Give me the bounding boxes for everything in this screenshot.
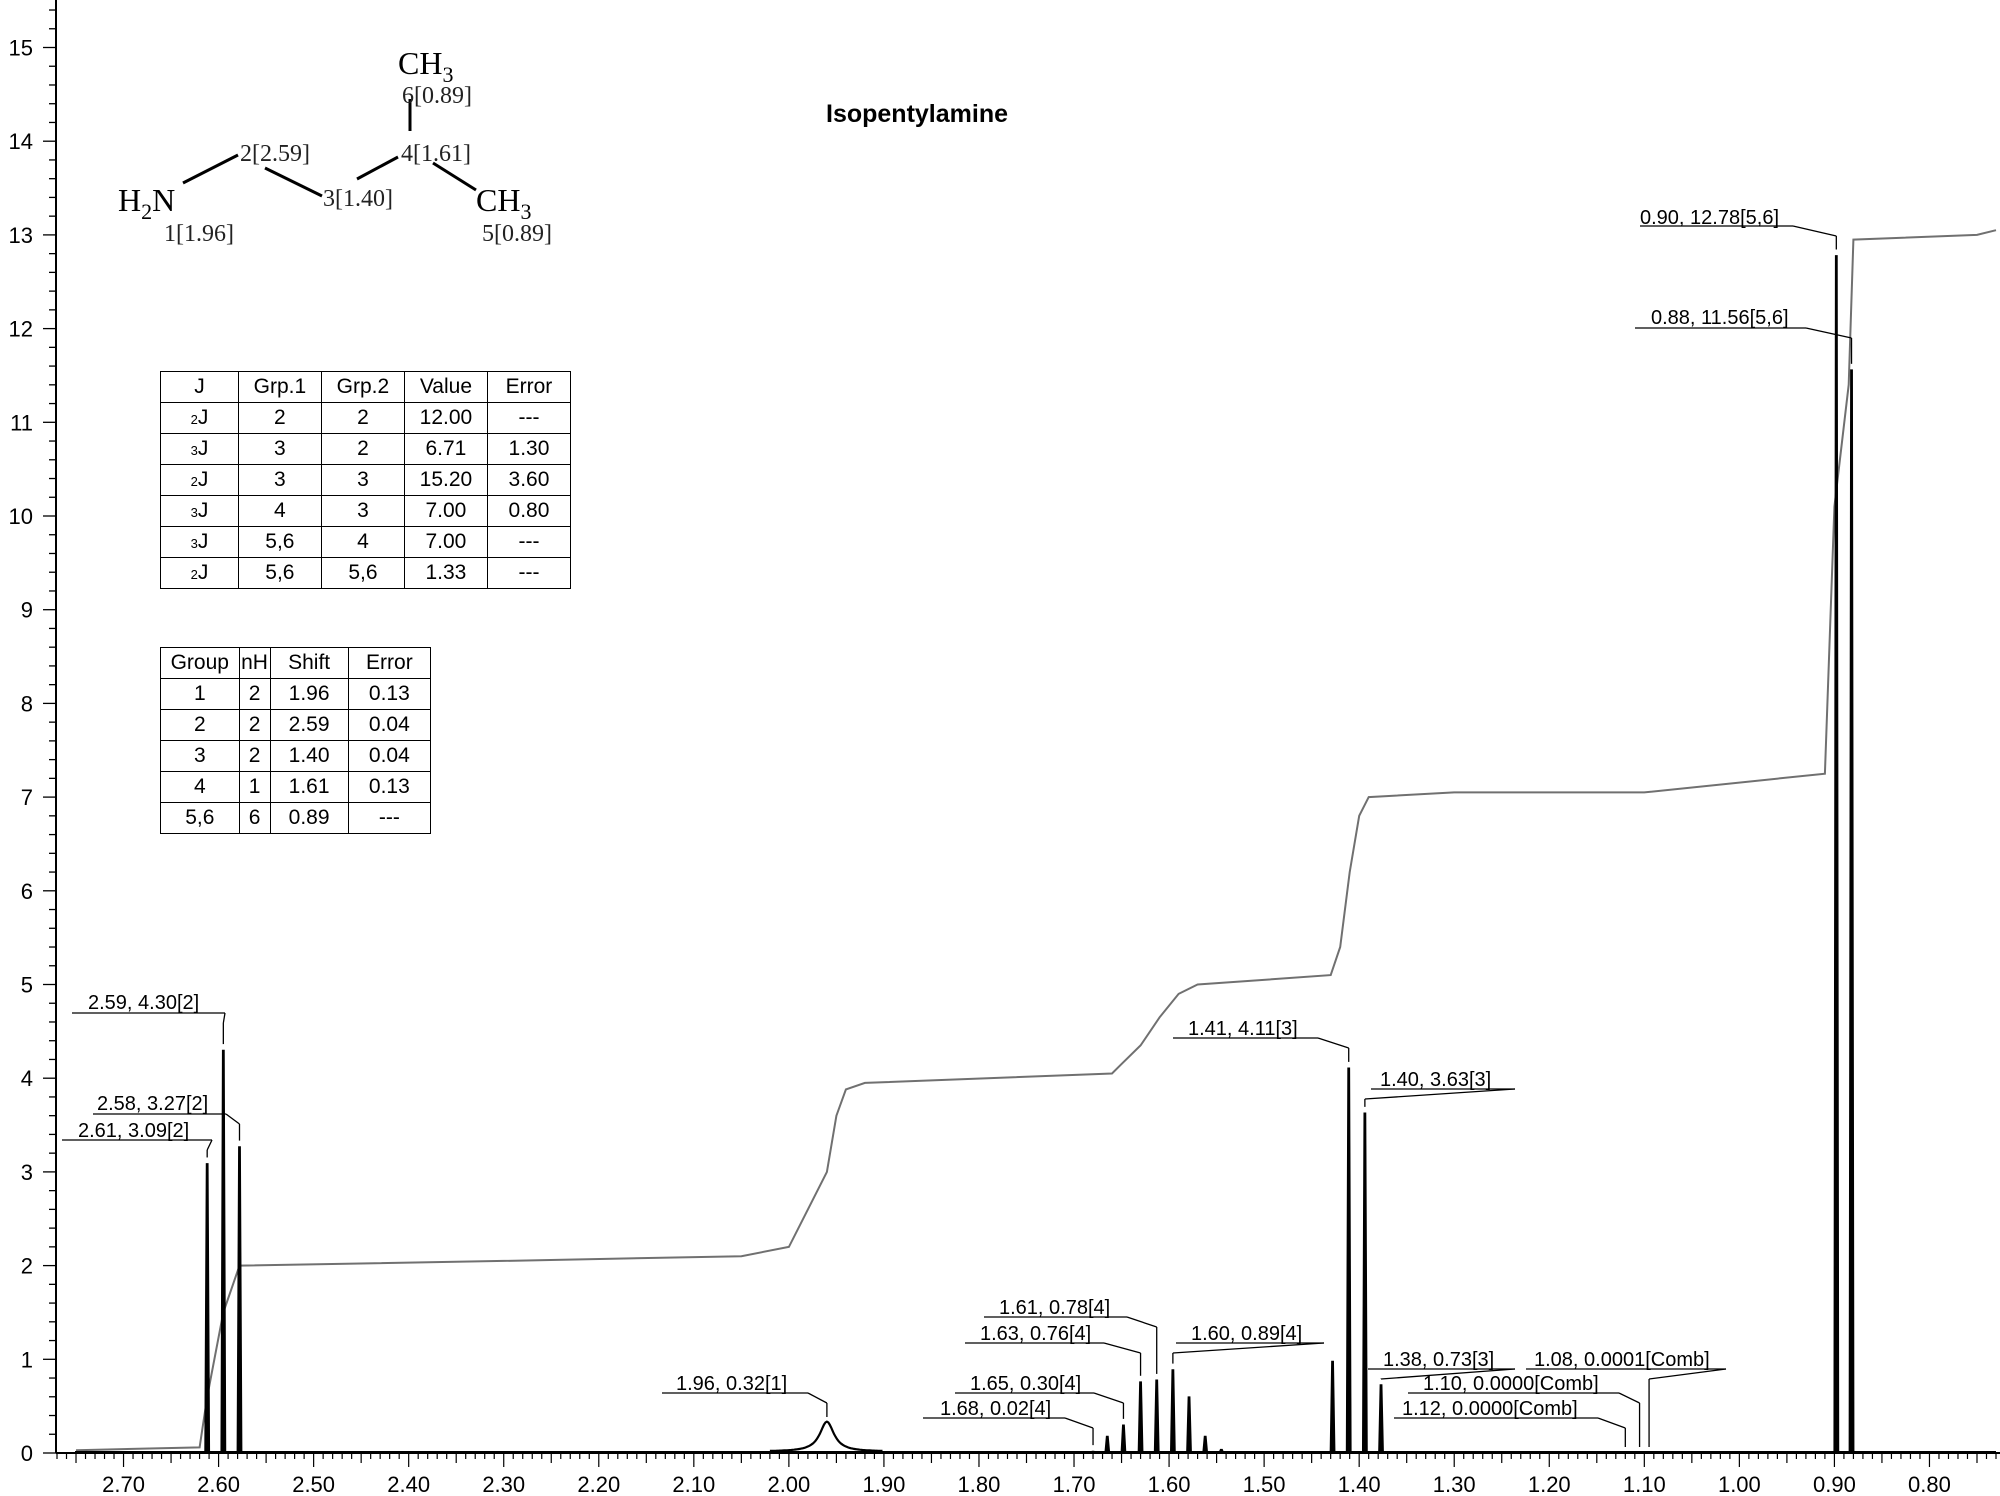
table-row bbox=[161, 434, 571, 465]
table-row bbox=[161, 558, 571, 589]
spectrum-peak bbox=[1346, 1068, 1351, 1453]
x-tick-label: 2.70 bbox=[102, 1472, 145, 1496]
x-tick-label: 2.30 bbox=[482, 1472, 526, 1496]
spectrum-peak bbox=[237, 1147, 242, 1453]
annotation-leader bbox=[1104, 1343, 1141, 1353]
cell: 1 bbox=[239, 772, 270, 803]
annotation-leader bbox=[207, 1140, 212, 1150]
cell: 4 bbox=[161, 772, 240, 803]
annotation-leader bbox=[1318, 1038, 1349, 1048]
cell: 2 bbox=[161, 710, 240, 741]
cell: 6 bbox=[239, 803, 270, 834]
annotation-leader bbox=[226, 1114, 239, 1124]
coupling-table bbox=[160, 371, 571, 589]
table-row bbox=[161, 741, 431, 772]
atom-label-3: 3[1.40] bbox=[323, 186, 393, 212]
j-cell: 3J bbox=[161, 527, 239, 558]
peak-annotation-label: 1.96, 0.32[1] bbox=[676, 1373, 788, 1395]
annotation-leader bbox=[1094, 1393, 1123, 1403]
table-row bbox=[161, 527, 571, 558]
cell: --- bbox=[348, 803, 430, 834]
peak-annotation-label: 0.90, 12.78[5,6] bbox=[1640, 207, 1780, 229]
y-tick-label: 6 bbox=[20, 878, 33, 904]
x-tick-label: 1.60 bbox=[1147, 1472, 1191, 1496]
header-cell: Error bbox=[487, 372, 570, 403]
peak-annotation-label: 1.08, 0.0001[Comb] bbox=[1534, 1349, 1710, 1371]
peak-annotation-label: 1.60, 0.89[4] bbox=[1191, 1323, 1303, 1345]
cell: 3 bbox=[238, 465, 321, 496]
cell: 7.00 bbox=[404, 527, 487, 558]
y-tick-label: 7 bbox=[20, 785, 33, 811]
spectrum-peak bbox=[1849, 370, 1854, 1453]
spectrum-peak bbox=[1219, 1449, 1224, 1453]
table-row bbox=[161, 403, 571, 434]
annotation-leader bbox=[1065, 1418, 1093, 1428]
y-tick-label: 9 bbox=[20, 597, 33, 623]
peak-annotation-label: 1.65, 0.30[4] bbox=[970, 1373, 1082, 1395]
peak-annotation-label: 1.10, 0.0000[Comb] bbox=[1423, 1373, 1599, 1395]
j-cell: 2J bbox=[161, 558, 239, 589]
cell: 2.59 bbox=[270, 710, 348, 741]
x-tick-label: 1.40 bbox=[1337, 1472, 1381, 1496]
peak-annotation-label: 1.40, 3.63[3] bbox=[1380, 1069, 1492, 1091]
y-tick-label: 10 bbox=[8, 504, 33, 529]
bond-n-2 bbox=[183, 155, 238, 183]
cell: 0.04 bbox=[348, 741, 430, 772]
atom-nh2: $H_2N$ bbox=[118, 182, 176, 224]
table-row bbox=[161, 465, 571, 496]
x-tick-label: 1.50 bbox=[1242, 1472, 1286, 1496]
atom-label-1: 1[1.96] bbox=[164, 221, 234, 247]
y-tick-label: 4 bbox=[20, 1066, 33, 1092]
annotation-leader bbox=[1793, 226, 1836, 236]
cell: 4 bbox=[238, 496, 321, 527]
table-row bbox=[161, 772, 431, 803]
cell: 0.89 bbox=[270, 803, 348, 834]
j-cell: 2J bbox=[161, 465, 239, 496]
x-tick-label: 0.90 bbox=[1813, 1472, 1856, 1496]
header-cell: Value bbox=[404, 372, 487, 403]
header-cell: Error bbox=[348, 648, 430, 679]
peak-annotation-label: 1.12, 0.0000[Comb] bbox=[1402, 1398, 1578, 1420]
annotation-leader bbox=[1127, 1317, 1157, 1327]
spectrum-peak bbox=[221, 1050, 226, 1453]
x-tick-label: 2.40 bbox=[387, 1472, 431, 1496]
cell: 0.13 bbox=[348, 772, 430, 803]
table-row bbox=[161, 710, 431, 741]
spectrum-peak bbox=[1834, 256, 1839, 1453]
peak-annotation-label: 1.63, 0.76[4] bbox=[980, 1323, 1092, 1345]
y-tick-label: 3 bbox=[20, 1159, 33, 1185]
spectrum-peak bbox=[1154, 1380, 1159, 1453]
spectrum-peak bbox=[1121, 1425, 1126, 1453]
peak-annotation-label: 2.61, 3.09[2] bbox=[78, 1120, 190, 1142]
table-header-row bbox=[161, 648, 431, 679]
spectrum-peak bbox=[1362, 1113, 1367, 1453]
x-tick-label: 2.00 bbox=[767, 1472, 811, 1496]
cell: 1.96 bbox=[270, 679, 348, 710]
atom-ch3-right: $CH_3$ bbox=[476, 182, 532, 224]
y-tick-label: 5 bbox=[20, 972, 33, 998]
x-tick-label: 1.70 bbox=[1052, 1472, 1096, 1496]
y-tick-label: 11 bbox=[10, 410, 33, 436]
cell: 4 bbox=[321, 527, 404, 558]
cell: 5,6 bbox=[321, 558, 404, 589]
j-cell: 3J bbox=[161, 496, 239, 527]
cell: 3 bbox=[238, 434, 321, 465]
cell: 1.33 bbox=[404, 558, 487, 589]
spectrum-peak bbox=[1138, 1382, 1143, 1453]
y-tick-label: 14 bbox=[8, 129, 33, 155]
chart-title: Isopentylamine bbox=[826, 100, 1008, 128]
header-cell: Shift bbox=[270, 648, 348, 679]
annotation-leader bbox=[223, 1013, 225, 1023]
x-tick-label: 2.20 bbox=[577, 1472, 621, 1496]
peak-annotation-label: 2.58, 3.27[2] bbox=[97, 1093, 209, 1115]
bond-4-5 bbox=[433, 163, 476, 190]
annotation-leader bbox=[1619, 1393, 1640, 1403]
y-tick-label: 1 bbox=[20, 1347, 33, 1373]
table-header-row bbox=[161, 372, 571, 403]
table-row bbox=[161, 679, 431, 710]
annotation-leader bbox=[808, 1393, 827, 1403]
atom-label-4: 4[1.61] bbox=[401, 141, 471, 167]
atom-label-5: 5[0.89] bbox=[482, 221, 552, 247]
y-tick-label: 2 bbox=[20, 1253, 33, 1279]
cell: 3 bbox=[321, 496, 404, 527]
x-tick-label: 1.20 bbox=[1527, 1472, 1571, 1496]
spectrum-peak bbox=[1203, 1436, 1208, 1453]
cell: 2 bbox=[321, 434, 404, 465]
cell: 1.40 bbox=[270, 741, 348, 772]
cell: 5,6 bbox=[238, 527, 321, 558]
peak-annotation-label: 1.61, 0.78[4] bbox=[999, 1297, 1111, 1319]
atom-label-6: 6[0.89] bbox=[402, 83, 472, 109]
j-cell: 2J bbox=[161, 403, 239, 434]
broad-peak bbox=[770, 1422, 883, 1451]
peak-annotation-label: 1.68, 0.02[4] bbox=[940, 1398, 1052, 1420]
cell: 2 bbox=[238, 403, 321, 434]
y-tick-label: 15 bbox=[8, 35, 33, 61]
cell: 0.04 bbox=[348, 710, 430, 741]
spectrum-peak bbox=[205, 1163, 210, 1453]
cell: 0.80 bbox=[487, 496, 570, 527]
cell: 2 bbox=[321, 403, 404, 434]
annotation-leader bbox=[1806, 328, 1852, 338]
y-tick-label: 8 bbox=[20, 691, 33, 717]
x-tick-label: 1.80 bbox=[957, 1472, 1001, 1496]
x-tick-label: 2.10 bbox=[672, 1472, 716, 1496]
cell: 12.00 bbox=[404, 403, 487, 434]
x-tick-label: 2.60 bbox=[197, 1472, 240, 1496]
header-cell: Grp.1 bbox=[238, 372, 321, 403]
spectrum-peak bbox=[1170, 1370, 1175, 1453]
table-row bbox=[161, 496, 571, 527]
cell: 3 bbox=[161, 741, 240, 772]
peak-annotation-label: 1.41, 4.11[3] bbox=[1188, 1018, 1298, 1040]
peak-annotation-label: 1.38, 0.73[3] bbox=[1383, 1349, 1495, 1371]
annotation-leader bbox=[1598, 1418, 1625, 1428]
spectrum-peak bbox=[1187, 1397, 1192, 1453]
cell: 2 bbox=[239, 679, 270, 710]
cell: 5,6 bbox=[238, 558, 321, 589]
cell: 0.13 bbox=[348, 679, 430, 710]
header-cell: J bbox=[161, 372, 239, 403]
spectrum-peak bbox=[1379, 1385, 1384, 1453]
bond-3-4 bbox=[357, 157, 398, 179]
group-shift-table bbox=[160, 647, 431, 834]
cell: 7.00 bbox=[404, 496, 487, 527]
cell: 1 bbox=[161, 679, 240, 710]
molecule-structure bbox=[118, 45, 552, 247]
cell: 2 bbox=[239, 710, 270, 741]
y-tick-label: 0 bbox=[20, 1441, 33, 1466]
cell: --- bbox=[487, 558, 570, 589]
cell: 5,6 bbox=[161, 803, 240, 834]
y-tick-label: 13 bbox=[8, 222, 33, 248]
cell: --- bbox=[487, 527, 570, 558]
header-cell: nH bbox=[239, 648, 270, 679]
cell: 1.61 bbox=[270, 772, 348, 803]
x-tick-label: 2.50 bbox=[292, 1472, 336, 1496]
x-tick-label: 0.80 bbox=[1908, 1472, 1951, 1496]
bond-2-3 bbox=[265, 168, 322, 196]
header-cell: Grp.2 bbox=[321, 372, 404, 403]
cell: 2 bbox=[239, 741, 270, 772]
j-cell: 3J bbox=[161, 434, 239, 465]
spectrum-peak bbox=[1330, 1361, 1335, 1453]
x-tick-label: 1.90 bbox=[862, 1472, 906, 1496]
atom-label-2: 2[2.59] bbox=[240, 141, 310, 167]
x-tick-label: 1.30 bbox=[1432, 1472, 1476, 1496]
atom-ch3-top: $CH_3$ bbox=[398, 45, 454, 87]
peak-annotation-label: 2.59, 4.30[2] bbox=[88, 992, 200, 1014]
cell: 6.71 bbox=[404, 434, 487, 465]
spectrum-peak bbox=[1105, 1436, 1110, 1453]
cell: 1.30 bbox=[487, 434, 570, 465]
cell: 3.60 bbox=[487, 465, 570, 496]
cell: 3 bbox=[321, 465, 404, 496]
x-tick-label: 1.00 bbox=[1717, 1472, 1761, 1496]
header-cell: Group bbox=[161, 648, 240, 679]
x-tick-label: 1.10 bbox=[1622, 1472, 1666, 1496]
y-tick-label: 12 bbox=[8, 316, 33, 342]
cell: 15.20 bbox=[404, 465, 487, 496]
table-row bbox=[161, 803, 431, 834]
peak-annotation-label: 0.88, 11.56[5,6] bbox=[1651, 307, 1789, 329]
cell: --- bbox=[487, 403, 570, 434]
